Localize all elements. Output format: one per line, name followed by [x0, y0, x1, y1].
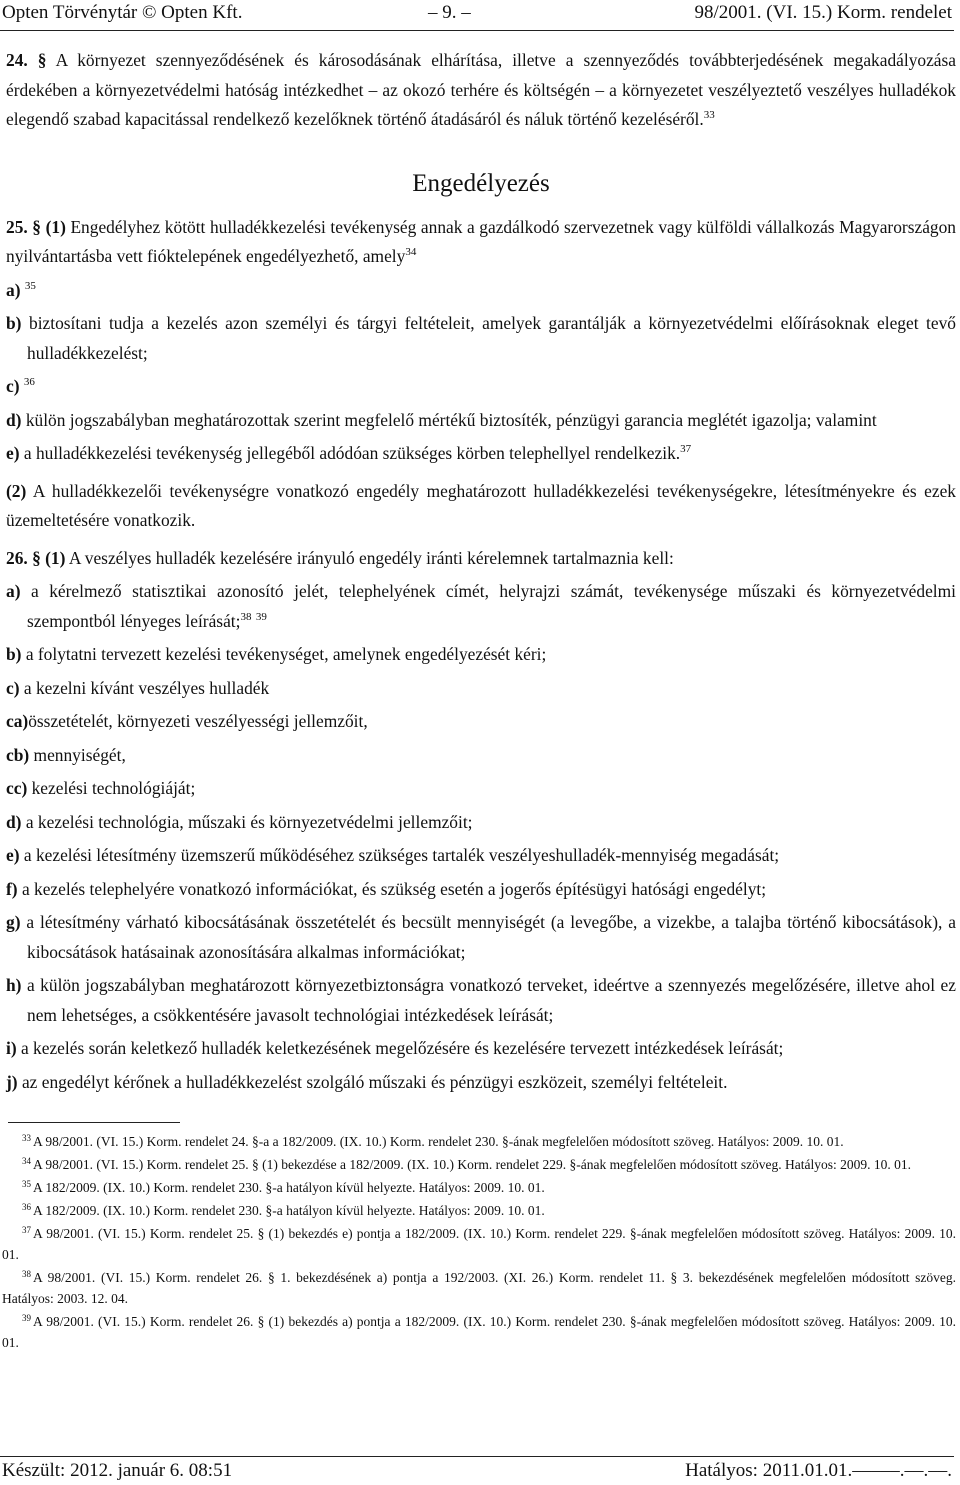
- item-text: az engedélyt kérőnek a hulladékkezelést szolgáló műszaki és pénzügyi eszközeit, személyi feltételeit.: [21, 1071, 728, 1092]
- item-text: biztosítani tudja a kezelés azon személyi és tárgyi feltételeit, amelyek garantálják a környezetvédelmi előírásoknak eleget tevő hulladékkezelést;: [27, 313, 957, 363]
- list-item: [6, 1068, 956, 1098]
- section-25-paragraph-2: [6, 477, 956, 536]
- footnote-text: A 182/2009. (IX. 10.) Korm. rendelet 230. §-a hatályon kívül helyezte. Hatályos: 2009. 10. 01.: [33, 1203, 545, 1218]
- list-item: [6, 276, 956, 306]
- footnote-number: 39: [22, 1313, 31, 1323]
- list-item: [6, 808, 956, 838]
- footnote: [2, 1154, 956, 1175]
- header-page-number: – 9. –: [428, 2, 471, 23]
- footnote: [2, 1177, 956, 1198]
- item-label: j): [6, 1071, 18, 1092]
- section-number: 26. §: [6, 547, 41, 568]
- list-item: [6, 309, 956, 368]
- footnote-number: 35: [22, 1179, 31, 1189]
- item-label: b): [6, 644, 22, 664]
- list-item: [6, 640, 956, 670]
- footnote-number: 34: [22, 1156, 31, 1166]
- item-label: cc): [6, 778, 28, 798]
- item-text: a kezelni kívánt veszélyes hulladék: [23, 677, 270, 698]
- footnotes: [2, 1122, 956, 1355]
- footnote-ref[interactable]: 38: [240, 610, 252, 623]
- list-item: [6, 372, 956, 402]
- paragraph-label: (1): [45, 216, 66, 237]
- footer-created: Készült: 2012. január 6. 08:51: [2, 1460, 233, 1481]
- item-text: a kezelés során keletkező hulladék keletkezésének megelőzésére és kezelésére tervezett intézkedések leírását;: [20, 1038, 784, 1058]
- footnote-text: A 98/2001. (VI. 15.) Korm. rendelet 25. § (1) bekezdése a 182/2009. (IX. 10.) Korm. rendelet 229. §-ának megfelelően módosított szöveg. Hatályos: 2009. 10. 01.: [33, 1157, 912, 1172]
- footnote-number: 37: [22, 1225, 31, 1235]
- item-label: ca): [6, 711, 29, 731]
- item-label: g): [6, 912, 21, 932]
- section-24: [6, 46, 956, 135]
- list-subitem: [6, 774, 956, 804]
- list-item: [6, 908, 956, 967]
- item-label: e): [6, 443, 20, 463]
- footnote-number: 38: [22, 1269, 31, 1279]
- item-text: a kezelési technológia, műszaki és környezetvédelmi jellemzőit;: [25, 811, 473, 832]
- item-text: a külön jogszabályban meghatározott környezetbiztonságra vonatkozó terveket, ideértve a szennyezés megelőzésére, illetve ahol ez nem lehetséges, a csökkentésére javasolt technológiai intézkedések leírását;: [26, 975, 956, 1025]
- item-label: d): [6, 409, 22, 430]
- item-text: kezelési technológiáját;: [31, 778, 196, 798]
- list-item: [6, 439, 956, 469]
- footnote-text: A 182/2009. (IX. 10.) Korm. rendelet 230. §-a hatályon kívül helyezte. Hatályos: 2009. 10. 01.: [33, 1180, 545, 1195]
- section-26-paragraph-1: [6, 544, 956, 574]
- list-item: [6, 1034, 956, 1064]
- footnote-ref[interactable]: 36: [23, 376, 35, 388]
- item-text: külön jogszabályban meghatározottak szerint megfelelő mértékű biztosíték, pénzügyi garancia meglétét igazolja; valamint: [25, 409, 877, 430]
- list-subitem: [6, 741, 956, 771]
- footnote-ref[interactable]: 37: [680, 443, 692, 455]
- item-text: a kérelmező statisztikai azonosító jelét, telephelyének címét, helyrajzi számát, tevékenysége műszaki és környezetvédelmi szempontból lényeges leírását;: [27, 581, 956, 631]
- header-publisher: Opten Törvénytár © Opten Kft.: [2, 2, 243, 23]
- list-item: [6, 406, 956, 436]
- list-item: [6, 841, 956, 871]
- list-item: [6, 875, 956, 905]
- paragraph-label: (2): [6, 480, 27, 501]
- footnote: [2, 1131, 956, 1152]
- footnote-ref[interactable]: 34: [405, 246, 417, 258]
- header-document-title: 98/2001. (VI. 15.) Korm. rendelet: [694, 2, 952, 23]
- item-label: c): [6, 376, 20, 396]
- footnote-text: A 98/2001. (VI. 15.) Korm. rendelet 25. § (1) bekezdés e) pontja a 182/2009. (IX. 10.) Korm. rendelet 229. §-ának megfelelően módosított szöveg. Hatályos: 2009. 10. 01.: [2, 1226, 956, 1262]
- paragraph-text: Engedélyhez kötött hulladékkezelési tevékenység annak a gazdálkodó szervezetnek vagy külföldi vállalkozás Magyarországon nyilvántartásba vett fióktelepének engedélyezhető, amely: [6, 216, 957, 266]
- list-subitem: [6, 707, 956, 737]
- document-body: [6, 46, 956, 1097]
- item-label: b): [6, 313, 22, 333]
- page-footer: [0, 1456, 954, 1485]
- item-label: e): [6, 845, 20, 865]
- item-label: f): [6, 878, 18, 899]
- footnote-ref[interactable]: 35: [24, 279, 36, 292]
- section-number: 25. §: [6, 216, 41, 237]
- footnote-divider: [8, 1122, 180, 1123]
- footnote-ref[interactable]: 39: [255, 610, 267, 623]
- footnote: [2, 1311, 956, 1353]
- footnote-text: A 98/2001. (VI. 15.) Korm. rendelet 24. §-a a 182/2009. (IX. 10.) Korm. rendelet 230. §-ának megfelelően módosított szöveg. Hatályos: 2009. 10. 01.: [33, 1134, 844, 1149]
- item-label: d): [6, 811, 22, 832]
- footnote: [2, 1223, 956, 1265]
- list-item: [6, 577, 956, 636]
- list-item: [6, 674, 956, 704]
- section-number: 24. §: [6, 50, 47, 70]
- footnote-text: A 98/2001. (VI. 15.) Korm. rendelet 26. § (1) bekezdés a) pontja a 182/2009. (IX. 10.) Korm. rendelet 230. §-ának megfelelően módosított szöveg. Hatályos: 2009. 10. 01.: [2, 1314, 956, 1350]
- footnote: [2, 1267, 956, 1309]
- item-label: c): [6, 677, 20, 698]
- item-text: a létesítmény várható kibocsátásának összetételét és becsült mennyiségét (a levegőbe, a vizekbe, a talajba történő kibocsátások), a kibocsátások hatásainak azonosítására alkalmas információkat;: [26, 912, 956, 962]
- section-25-paragraph-1: [6, 213, 956, 272]
- footnote-number: 36: [22, 1202, 31, 1212]
- item-text: összetételét, környezeti veszélyességi jellemzőit,: [28, 711, 368, 731]
- item-label: a): [6, 279, 21, 300]
- item-label: h): [6, 975, 22, 995]
- section-text: A környezet szennyeződésének és károsodásának elhárítása, illetve a szennyeződés továbbterjedésének megakadályozása érdekében a környezetvédelmi hatóság intézkedhet – az okozó terhére és költségén – a környezetet veszélyeztető veszélyes hulladékok elegendő szabad kapacitással rendelkező kezelőknek történő átadásáról és náluk történő kezeléséről.: [6, 50, 957, 129]
- footer-effective: Hatályos: 2011.01.01.–––––.––.––.: [685, 1460, 952, 1481]
- item-text: a kezelési létesítmény üzemszerű működéséhez szükséges tartalék veszélyeshulladék-mennyiség megadását;: [23, 845, 780, 865]
- item-text: a folytatni tervezett kezelési tevékenységet, amelynek engedélyezését kéri;: [25, 644, 547, 664]
- item-label: cb): [6, 744, 30, 765]
- page-header: [0, 0, 954, 31]
- footnote-ref[interactable]: 33: [703, 109, 715, 121]
- paragraph-label: (1): [45, 547, 66, 568]
- item-text: a hulladékkezelési tevékenység jellegéből adódóan szükséges körben telephellyel rendelkezik.: [23, 443, 681, 463]
- paragraph-text: A hulladékkezelői tevékenységre vonatkozó engedély meghatározott hulladékkezelési tevékenységekre, létesítményekre és ezek üzemeltetésére vonatkozik.: [6, 480, 956, 530]
- item-text: a kezelés telephelyére vonatkozó információkat, és szükség esetén a jogerős építésügyi hatósági engedélyt;: [21, 878, 767, 899]
- item-label: a): [6, 581, 21, 601]
- item-text: mennyiségét,: [33, 744, 126, 765]
- item-label: i): [6, 1038, 17, 1058]
- paragraph-text: A veszélyes hulladék kezelésére irányuló engedély iránti kérelemnek tartalmaznia kell:: [68, 547, 674, 568]
- footnote-text: A 98/2001. (VI. 15.) Korm. rendelet 26. § 1. bekezdésének a) pontja a 192/2003. (XI. 26.) Korm. rendelet 11. § 3. bekezdésének megfelelően módosított szöveg. Hatályos: 2003. 12. 04.: [2, 1270, 956, 1306]
- section-heading: Engedélyezés: [412, 169, 550, 197]
- list-item: [6, 971, 956, 1030]
- footnote-number: 33: [22, 1133, 31, 1143]
- footnote: [2, 1200, 956, 1221]
